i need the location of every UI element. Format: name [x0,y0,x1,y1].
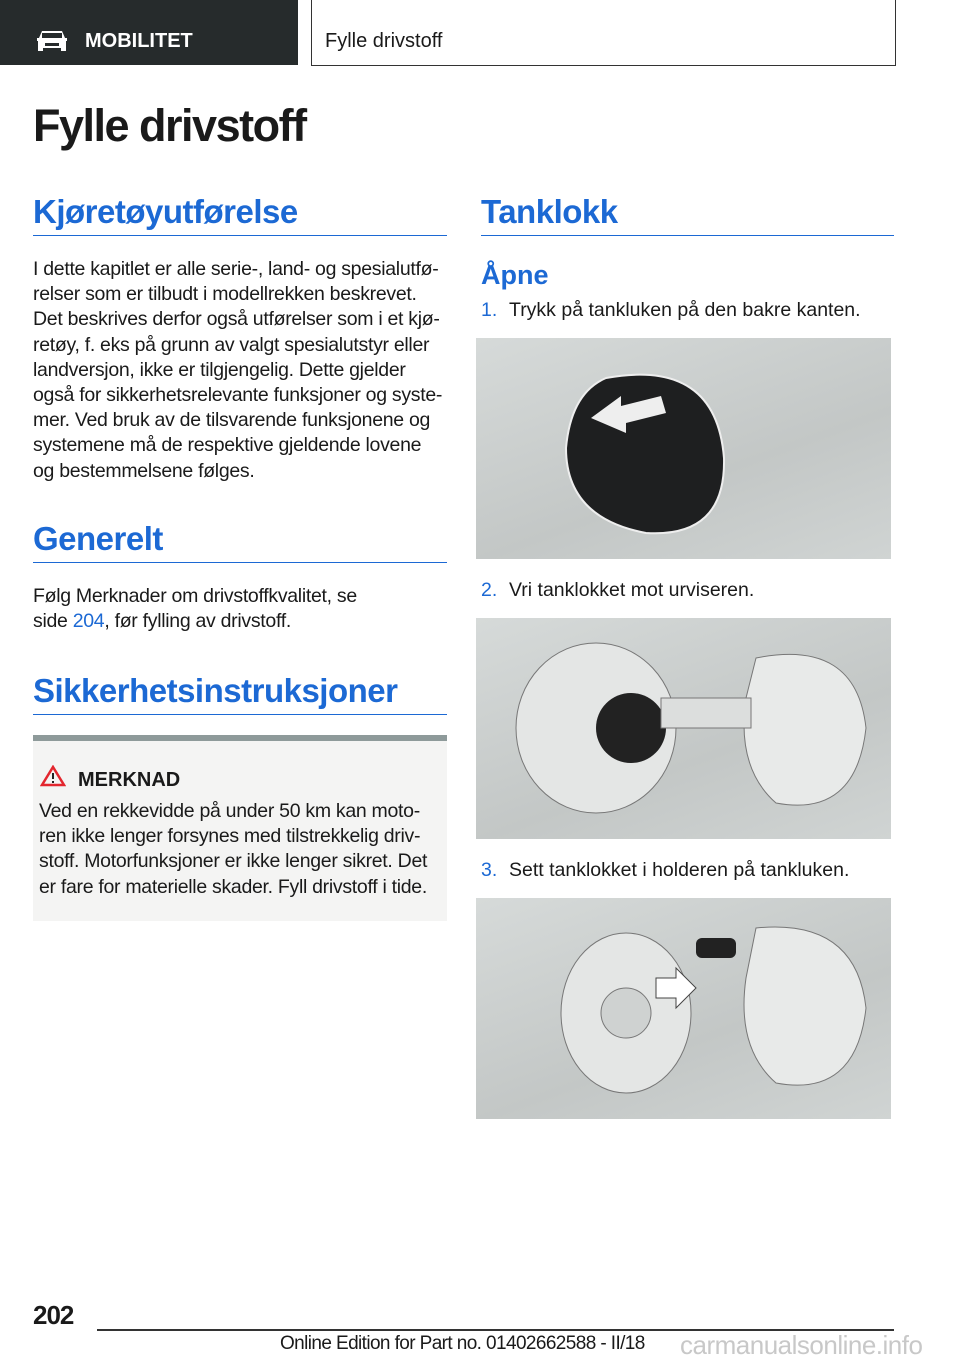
paragraph-generelt [33,584,357,634]
text: side [33,610,73,633]
text-line: landversjon, ikke er tilgjengelig. Dette gjelder [33,358,406,381]
watermark: carmanualsonline.info [680,1330,923,1360]
page-title: Fylle drivstoff [33,100,306,151]
text-line [33,609,357,634]
heading-sikkerhet: Sikkerhetsinstruksjoner [33,672,447,715]
cap-turn-illustration [476,618,891,839]
text: , før fylling av drivstoff. [104,610,291,633]
page-number: 202 [33,1300,74,1330]
step-number: 1. [481,299,498,321]
car-icon [36,29,68,53]
chapter-label: Fylle drivstoff [325,30,443,52]
step-3 [481,859,849,882]
note-title: MERKNAD [78,769,181,791]
fuel-flap-image [476,338,891,559]
text-line: Følg Merknader om drivstoffkvalitet, se [33,585,357,607]
cap-turn-image [476,618,891,839]
step-text: Sett tanklokket i holderen på tankluken. [509,859,850,881]
text-line: relser som er tilbudt i modellrekken beskrevet. [33,283,417,306]
text-line: stoff. Motorfunksjoner er ikke lenger sikret. Det [39,850,428,873]
step-1 [481,299,861,322]
heading-generelt: Generelt [33,520,447,563]
step-text: Trykk på tankluken på den bakre kanten. [509,299,861,321]
section-tab [0,0,298,65]
cap-holder-image [476,898,891,1119]
text-line: systemene må de respektive gjeldende lovene [33,434,422,457]
step-number: 3. [481,859,498,881]
cap-holder-illustration [476,898,891,1119]
paragraph-kjoretoy [33,257,442,484]
text-line: Ved en rekkevidde på under 50 km kan moto- [39,800,420,822]
fuel-flap-illustration [476,338,891,559]
chapter-header [311,0,896,66]
warning-icon [40,765,66,787]
text-line: I dette kapitlet er alle serie-, land- og spesialutfø- [33,258,439,280]
step-2 [481,579,754,602]
step-number: 2. [481,579,498,601]
text-line: ren ikke lenger forsynes med tilstrekkelig driv- [39,825,421,848]
text-line: er fare for materielle skader. Fyll drivstoff i tide. [39,875,427,898]
text-line: også for sikkerhetsrelevante funksjoner og syste- [33,384,443,407]
text-line: og bestemmelsene følges. [33,459,255,482]
note-box [33,735,447,921]
section-label: MOBILITET [85,30,193,52]
note-text [39,799,427,900]
edition-text: Online Edition for Part no. 01402662588 - II/18 [280,1333,645,1354]
text-line: retøy, f. eks på grunn av valgt spesialutstyr eller [33,333,430,356]
step-text: Vri tanklokket mot urviseren. [509,579,755,601]
text-line: Det beskrives derfor også utførelser som i et kjø- [33,308,440,331]
page-link[interactable]: 204 [72,610,105,633]
heading-kjoretoy: Kjøretøyutførelse [33,193,447,236]
heading-apne: Åpne [481,260,549,290]
text-line: mer. Ved bruk av de tilsvarende funksjonene og [33,409,431,432]
heading-tanklokk: Tanklokk [481,193,894,236]
